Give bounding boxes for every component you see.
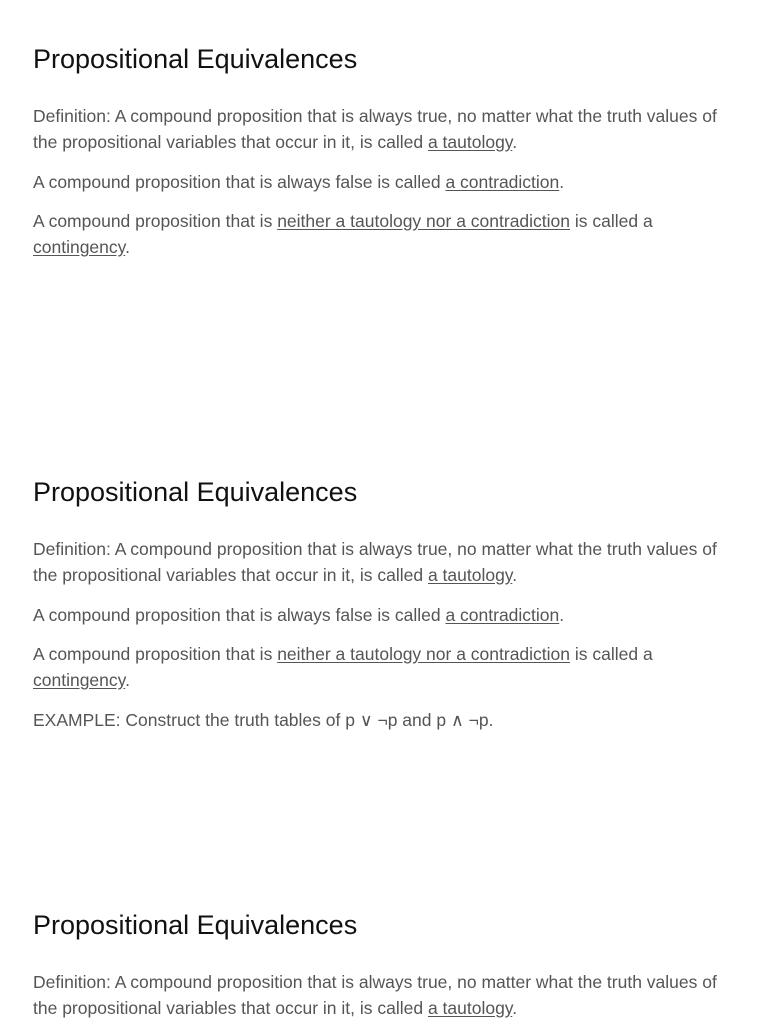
contingency-text: A compound proposition that is xyxy=(33,211,278,231)
term-contradiction: a contradiction xyxy=(445,172,560,192)
period: . xyxy=(512,998,518,1018)
term-neither: neither a tautology nor a contradiction xyxy=(277,211,571,231)
term-tautology: a tautology xyxy=(427,132,513,152)
period: . xyxy=(512,132,518,152)
term-contingency: contingency xyxy=(33,670,126,690)
contradiction-paragraph xyxy=(33,602,735,628)
contingency-text: A compound proposition that is xyxy=(33,644,278,664)
definition-text: Definition: A compound proposition that is always true, no matter what the truth values of the propositional variables that occur in it, is called xyxy=(33,972,717,1018)
contradiction-text: A compound proposition that is always false is called xyxy=(33,605,446,625)
definition-text: Definition: A compound proposition that is always true, no matter what the truth values of the propositional variables that occur in it, is called xyxy=(33,106,717,152)
contingency-paragraph xyxy=(33,208,735,260)
slide-3 xyxy=(0,866,768,1024)
term-tautology: a tautology xyxy=(427,998,513,1018)
definition-paragraph xyxy=(33,103,735,155)
term-contingency: contingency xyxy=(33,237,126,257)
slide-title: Propositional Equivalences xyxy=(33,44,358,74)
period: . xyxy=(125,670,130,690)
contingency-mid-text: is called a xyxy=(570,644,653,664)
period: . xyxy=(512,565,518,585)
term-contradiction: a contradiction xyxy=(445,605,560,625)
example-paragraph: EXAMPLE: Construct the truth tables of p ∨ ¬p and p ∧ ¬p. xyxy=(33,710,494,730)
contingency-paragraph xyxy=(33,641,735,693)
slide-title: Propositional Equivalences xyxy=(33,910,358,940)
period: . xyxy=(125,237,130,257)
contradiction-paragraph xyxy=(33,169,735,195)
contingency-mid-text: is called a xyxy=(570,211,653,231)
term-tautology: a tautology xyxy=(427,565,513,585)
definition-paragraph xyxy=(33,536,735,588)
slide-title: Propositional Equivalences xyxy=(33,477,358,507)
slide-1 xyxy=(0,0,768,433)
period: . xyxy=(559,172,565,192)
period: . xyxy=(559,605,565,625)
contradiction-text: A compound proposition that is always false is called xyxy=(33,172,446,192)
term-neither: neither a tautology nor a contradiction xyxy=(277,644,571,664)
definition-text: Definition: A compound proposition that is always true, no matter what the truth values of the propositional variables that occur in it, is called xyxy=(33,539,717,585)
slide-2 xyxy=(0,433,768,866)
definition-paragraph xyxy=(33,969,735,1021)
